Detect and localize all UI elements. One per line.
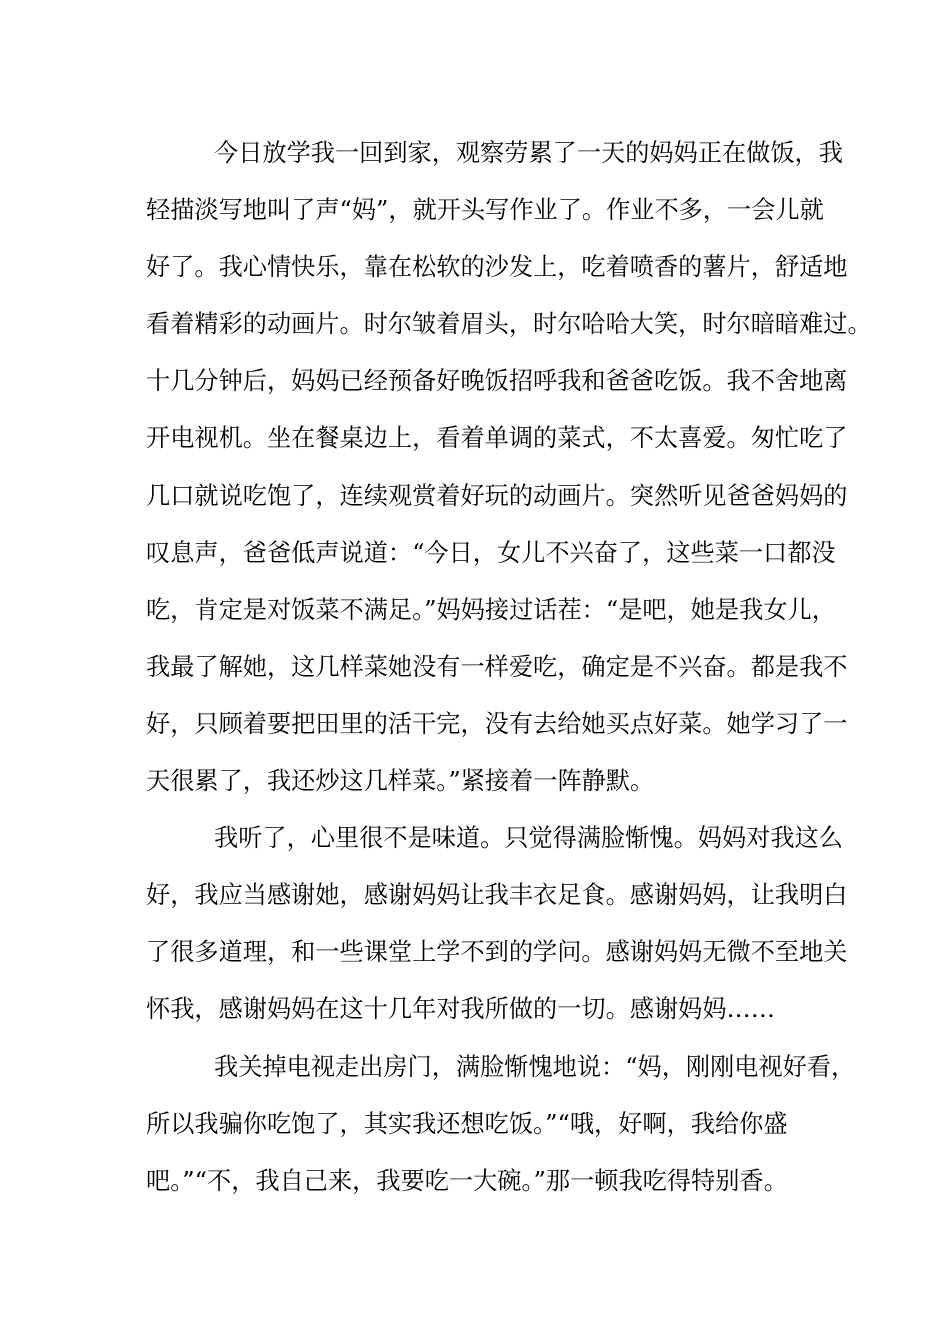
text-line: 好，我应当感谢她，感谢妈妈让我丰衣足食。感谢妈妈，让我明白 [146,881,848,910]
essay-body [146,128,872,1213]
text-line: 我听了，心里很不是味道。只觉得满脸惭愧。妈妈对我这么 [214,824,843,853]
text-line: 吧。”“不，我自己来，我要吃一大碗。”那一顿我吃得特别香。 [146,1166,788,1195]
text-line: 我关掉电视走出房门，满脸惭愧地说：“妈，刚刚电视好看， [214,1052,856,1081]
text-line: 轻描淡写地叫了声“妈”，就开头写作业了。作业不多，一会儿就 [146,196,824,225]
text-line: 十几分钟后，妈妈已经预备好晚饭招呼我和爸爸吃饭。我不舍地离 [146,367,848,396]
paragraph-2 [146,813,848,1041]
text-line: 我最了解她，这几样菜她没有一样爱吃，确定是不兴奋。都是我不 [146,652,848,681]
text-line: 怀我，感谢妈妈在这十几年对我所做的一切。感谢妈妈…… [146,995,775,1024]
text-line: 好，只顾着要把田里的活干完，没有去给她买点好菜。她学习了一 [146,709,848,738]
text-line: 看着精彩的动画片。时尔皱着眉头，时尔哈哈大笑，时尔暗暗难过。 [146,310,872,339]
paragraph-1 [146,128,872,813]
paragraph-3 [146,1042,856,1213]
text-line: 吃，肯定是对饭菜不满足。”妈妈接过话茬：“是吧，她是我女儿， [146,595,836,624]
text-line: 好了。我心情快乐，靠在松软的沙发上，吃着喷香的薯片，舒适地 [146,253,848,282]
text-line: 今日放学我一回到家，观察劳累了一天的妈妈正在做饭，我 [214,139,843,167]
text-line: 了很多道理，和一些课堂上学不到的学问。感谢妈妈无微不至地关 [146,938,848,967]
text-line: 叹息声，爸爸低声说道：“今日，女儿不兴奋了，这些菜一口都没 [146,538,836,567]
text-line: 所以我骗你吃饱了，其实我还想吃饭。”“哦，好啊，我给你盛 [146,1109,788,1138]
text-line: 天很累了，我还炒这几样菜。”紧接着一阵静默。 [146,767,655,796]
text-line: 几口就说吃饱了，连续观赏着好玩的动画片。突然听见爸爸妈妈的 [146,481,848,510]
text-line: 开电视机。坐在餐桌边上，看着单调的菜式，不太喜爱。匆忙吃了 [146,424,848,453]
